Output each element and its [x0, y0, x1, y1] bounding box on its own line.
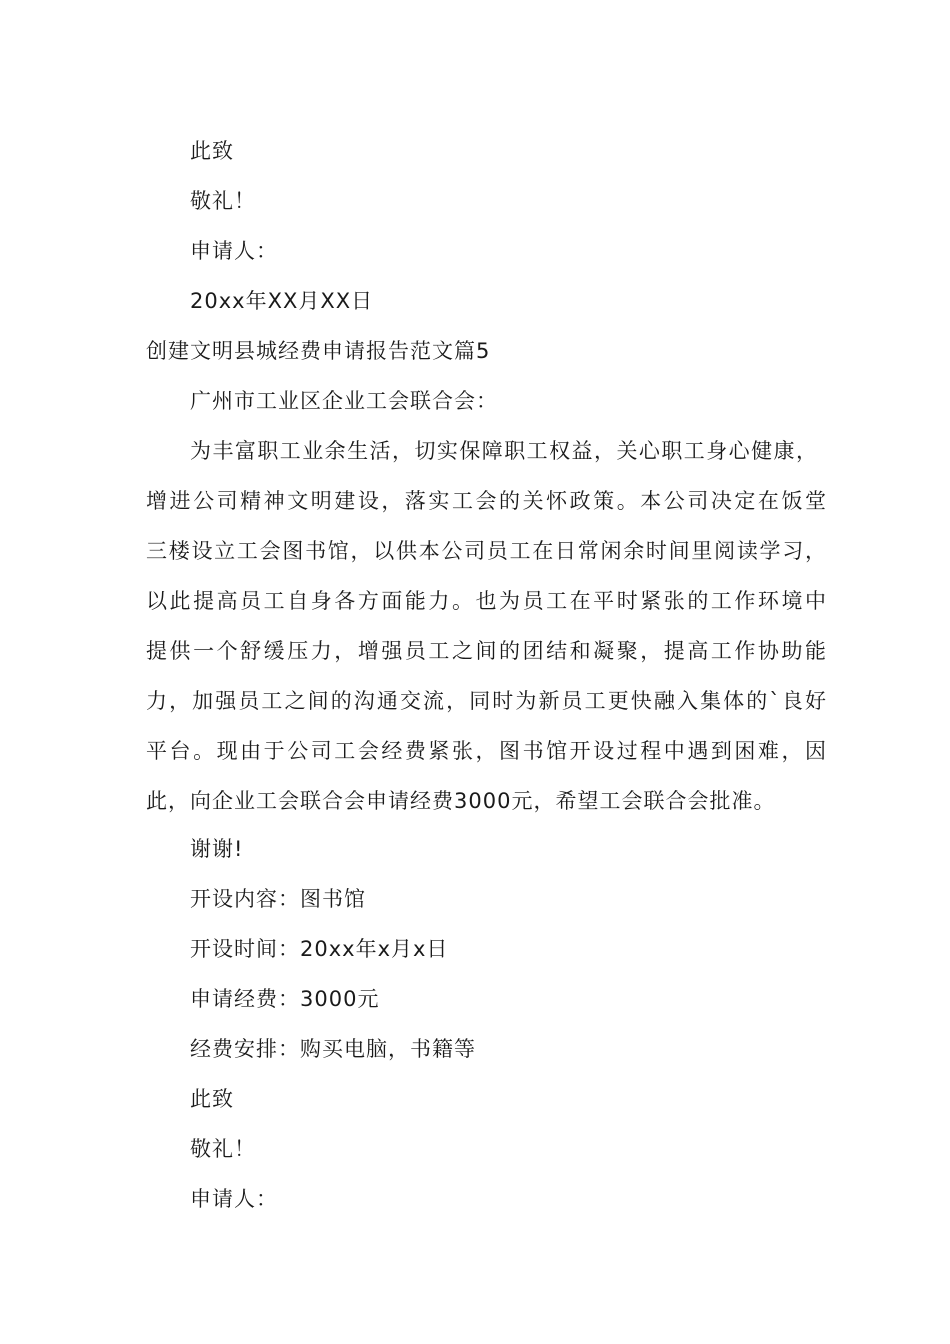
closing-salutation: 此致: [190, 1087, 234, 1111]
closing-applicant: 申请人：: [190, 239, 278, 263]
body-line: 提供一个舒缓压力，增强员工之间的团结和凝聚，提高工作协助能: [146, 639, 826, 663]
closing-salutation: 此致: [190, 139, 234, 163]
detail-time: 开设时间：20xx年x月x日: [190, 937, 449, 961]
detail-content: 开设内容：图书馆: [190, 887, 366, 911]
body-line: 以此提高员工自身各方面能力。也为员工在平时紧张的工作环境中: [146, 589, 826, 613]
body-line: 为丰富职工业余生活，切实保障职工权益，关心职工身心健康，: [190, 439, 817, 463]
body-line: 此，向企业工会联合会申请经费3000元，希望工会联合会批准。: [146, 789, 776, 813]
closing-regards: 敬礼！: [190, 1137, 256, 1161]
body-line: 三楼设立工会图书馆，以供本公司员工在日常闲余时间里阅读学习，: [146, 539, 826, 563]
closing-applicant: 申请人：: [190, 1187, 278, 1211]
thanks: 谢谢!: [190, 837, 244, 861]
body-line: 平台。现由于公司工会经费紧张，图书馆开设过程中遇到困难，因: [146, 739, 826, 763]
body-line: 增进公司精神文明建设，落实工会的关怀政策。本公司决定在饭堂: [146, 489, 826, 513]
detail-arrangement: 经费安排：购买电脑，书籍等: [190, 1037, 476, 1061]
detail-funds: 申请经费：3000元: [190, 987, 380, 1011]
addressee: 广州市工业区企业工会联合会：: [190, 389, 498, 413]
section-title: 创建文明县城经费申请报告范文篇5: [146, 339, 491, 363]
closing-regards: 敬礼！: [190, 189, 256, 213]
closing-date: 20xx年XX月XX日: [190, 289, 374, 313]
body-line: 力，加强员工之间的沟通交流，同时为新员工更快融入集体的`良好: [146, 689, 826, 713]
